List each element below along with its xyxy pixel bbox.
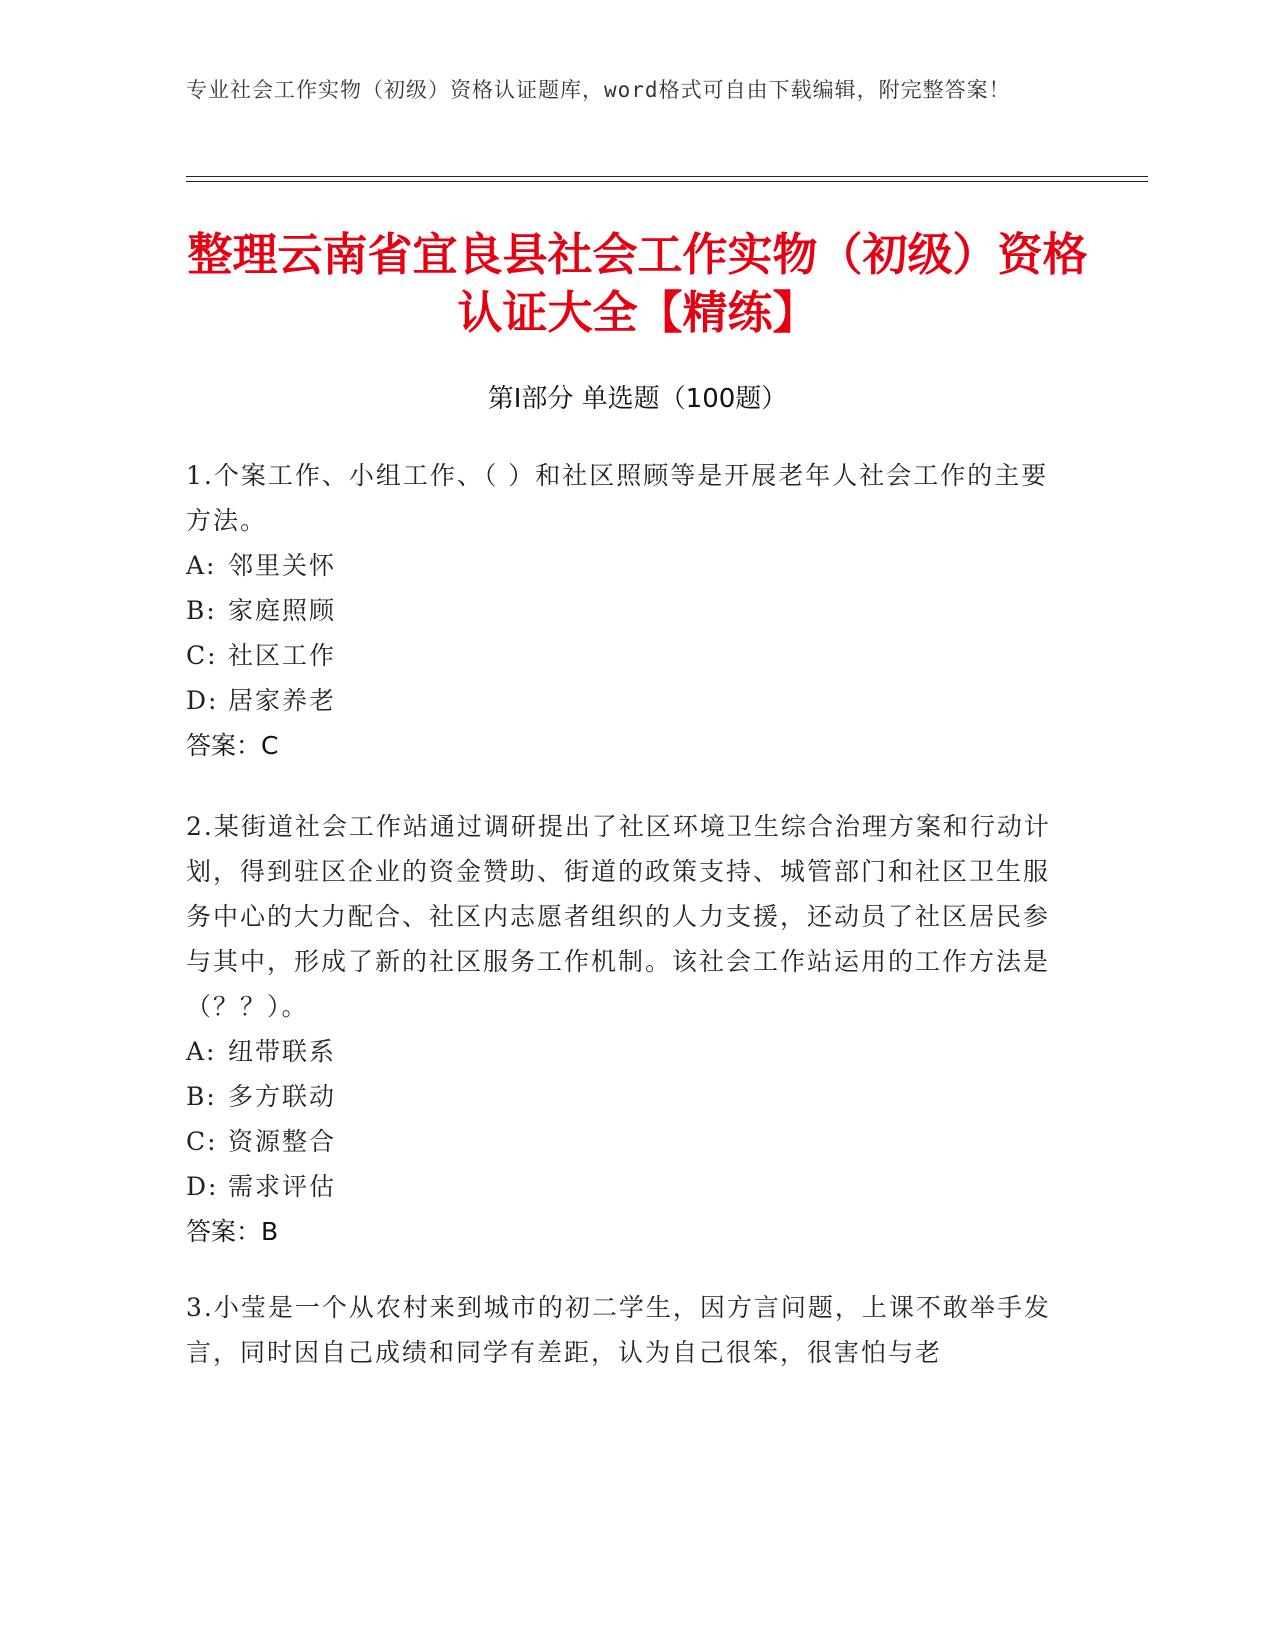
question-2 — [186, 804, 1066, 1254]
option-letter: C: — [186, 641, 218, 670]
option-letter: C: — [186, 1127, 218, 1156]
option-text: 资源整合 — [228, 1127, 337, 1156]
option-text: 纽带联系 — [228, 1037, 337, 1066]
option-d — [186, 678, 1066, 723]
document-title: 整理云南省宜良县社会工作实物（初级）资格认证大全【精练】 — [187, 228, 1088, 339]
option-a — [186, 1029, 1066, 1074]
header-divider-bottom — [186, 181, 1148, 182]
option-a — [186, 543, 1066, 588]
option-letter: B: — [186, 596, 217, 625]
section-title: 第Ⅰ部分 单选题（100题） — [487, 384, 788, 414]
option-text: 居家养老 — [228, 686, 337, 715]
option-text: 需求评估 — [228, 1172, 337, 1201]
option-letter: B: — [186, 1082, 217, 1111]
option-d — [186, 1164, 1066, 1209]
option-c — [186, 633, 1066, 678]
option-letter: D: — [186, 686, 219, 715]
header-note: 专业社会工作实物（初级）资格认证题库，word格式可自由下载编辑，附完整答案！ — [186, 78, 1011, 102]
option-text: 家庭照顾 — [228, 596, 337, 625]
option-letter: A: — [186, 551, 217, 580]
answer-line: 答案：C — [186, 731, 279, 760]
option-c — [186, 1119, 1066, 1164]
header-divider-top — [186, 176, 1148, 177]
question-stem: 1.个案工作、小组工作、（ ）和社区照顾等是开展老年人社会工作的主要方法。 — [186, 461, 1049, 535]
question-3 — [186, 1285, 1066, 1375]
option-text: 社区工作 — [228, 641, 337, 670]
option-text: 邻里关怀 — [228, 551, 337, 580]
question-stem: 2.某街道社会工作站通过调研提出了社区环境卫生综合治理方案和行动计划，得到驻区企业的资金赞助、街道的政策支持、城管部门和社区卫生服务中心的大力配合、社区内志愿者组织的人力支援，还动员了社区居民参与其中，形成了新的社区服务工作机制。该社会工作站运用的工作方法是（？？）。 — [186, 812, 1051, 1021]
option-text: 多方联动 — [228, 1082, 337, 1111]
option-letter: A: — [186, 1037, 217, 1066]
answer-line: 答案：B — [186, 1217, 279, 1246]
option-b — [186, 588, 1066, 633]
question-1 — [186, 453, 1066, 768]
option-letter: D: — [186, 1172, 219, 1201]
option-b — [186, 1074, 1066, 1119]
question-stem: 3.小莹是一个从农村来到城市的初二学生，因方言问题，上课不敢举手发言，同时因自己成绩和同学有差距，认为自己很笨，很害怕与老 — [186, 1293, 1051, 1367]
